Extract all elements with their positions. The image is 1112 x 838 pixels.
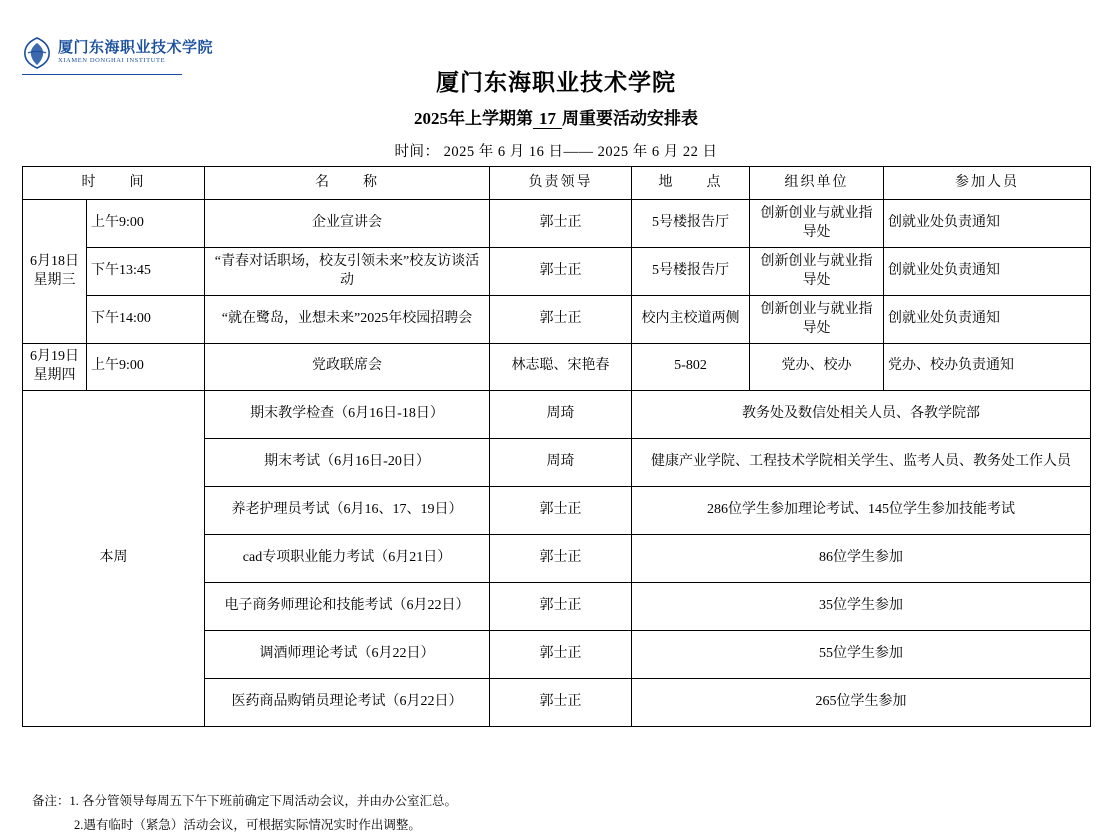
table-row	[23, 200, 1091, 248]
activity-leader: 郭士正	[490, 582, 632, 630]
activity-name: “就在鹭岛，业想未来”2025年校园招聘会	[205, 296, 490, 344]
activity-people: 创就业处负责通知	[884, 248, 1091, 296]
activity-name: cad专项职业能力考试（6月21日）	[205, 534, 490, 582]
activity-name: 期末教学检查（6月16日-18日）	[205, 390, 490, 438]
table-header-row	[23, 167, 1091, 200]
week-number: 17	[533, 109, 562, 129]
day-label-line1: 6月18日	[30, 253, 79, 269]
column-header-time: 时 间	[23, 167, 205, 200]
activity-people: 创就业处负责通知	[884, 296, 1091, 344]
activity-place: 5号楼报告厅	[632, 200, 750, 248]
day-label-line2: 星期三	[33, 272, 76, 288]
activity-detail: 35位学生参加	[632, 582, 1091, 630]
activity-name: 期末考试（6月16日-20日）	[205, 438, 490, 486]
activity-name: “青春对话职场，校友引领未来”校友访谈活动	[205, 248, 490, 296]
column-header-place: 地 点	[632, 167, 750, 200]
schedule-table-wrapper	[22, 166, 1090, 727]
schedule-table	[22, 166, 1091, 727]
table-row	[23, 390, 1091, 438]
activity-detail: 265位学生参加	[632, 678, 1091, 726]
activity-leader: 郭士正	[490, 678, 632, 726]
page-title: 厦门东海职业技术学院	[436, 70, 676, 95]
day-label-line2: 星期四	[33, 367, 76, 383]
table-row	[23, 248, 1091, 296]
activity-detail: 教务处及数信处相关人员、各教学院部	[632, 390, 1091, 438]
activity-leader: 郭士正	[490, 296, 632, 344]
column-header-leader: 负责领导	[490, 167, 632, 200]
activity-people: 党办、校办负责通知	[884, 344, 1091, 391]
column-header-name: 名 称	[205, 167, 490, 200]
activity-leader: 郭士正	[490, 630, 632, 678]
activity-name: 养老护理员考试（6月16、17、19日）	[205, 486, 490, 534]
activity-detail: 286位学生参加理论考试、145位学生参加技能考试	[632, 486, 1091, 534]
time-slot: 下午13:45	[87, 248, 205, 296]
activity-leader: 周琦	[490, 438, 632, 486]
activity-detail: 健康产业学院、工程技术学院相关学生、监考人员、教务处工作人员	[632, 438, 1091, 486]
activity-leader: 郭士正	[490, 486, 632, 534]
day-label-line1: 6月19日	[30, 349, 79, 364]
activity-org: 党办、校办	[750, 344, 884, 391]
footnotes	[32, 790, 1072, 838]
activity-detail: 55位学生参加	[632, 630, 1091, 678]
subtitle-prefix: 2025年上学期第	[414, 109, 533, 128]
date-range: 时间： 2025 年 6 月 16 日—— 2025 年 6 月 22 日	[394, 144, 718, 160]
day-label-cell	[23, 344, 87, 391]
activity-leader: 林志聪、宋艳春	[490, 344, 632, 391]
column-header-org: 组织单位	[750, 167, 884, 200]
activity-place: 5-802	[632, 344, 750, 391]
table-row	[23, 296, 1091, 344]
activity-name: 调酒师理论考试（6月22日）	[205, 630, 490, 678]
activity-org: 创新创业与就业指导处	[750, 200, 884, 248]
day-label-cell	[23, 200, 87, 344]
activity-name: 电子商务师理论和技能考试（6月22日）	[205, 582, 490, 630]
activity-detail: 86位学生参加	[632, 534, 1091, 582]
footnote-line-2: 2.遇有临时（紧急）活动会议，可根据实际情况实时作出调整。	[74, 817, 421, 832]
activity-leader: 周琦	[490, 390, 632, 438]
activity-org: 创新创业与就业指导处	[750, 248, 884, 296]
time-slot: 下午14:00	[87, 296, 205, 344]
time-slot: 上午9:00	[87, 344, 205, 391]
logo-chinese-name: 厦门东海职业技术学院	[58, 39, 214, 56]
column-header-people: 参加人员	[884, 167, 1091, 200]
week-label-cell: 本周	[23, 390, 205, 726]
table-row	[23, 344, 1091, 391]
activity-people: 创就业处负责通知	[884, 200, 1091, 248]
logo-english-name: XIAMEN DONGHAI INSTITUTE	[58, 57, 166, 65]
activity-place: 5号楼报告厅	[632, 248, 750, 296]
time-slot: 上午9:00	[87, 200, 205, 248]
footnote-line-1: 备注：1. 各分管领导每周五下午下班前确定下周活动会议，并由办公室汇总。	[32, 794, 458, 808]
activity-name: 企业宣讲会	[205, 200, 490, 248]
activity-org: 创新创业与就业指导处	[750, 296, 884, 344]
page-subtitle	[0, 104, 1112, 129]
activity-leader: 郭士正	[490, 248, 632, 296]
activity-leader: 郭士正	[490, 534, 632, 582]
activity-leader: 郭士正	[490, 200, 632, 248]
activity-place: 校内主校道两侧	[632, 296, 750, 344]
activity-name: 党政联席会	[205, 344, 490, 391]
activity-name: 医药商品购销员理论考试（6月22日）	[205, 678, 490, 726]
subtitle-suffix: 周重要活动安排表	[562, 109, 698, 128]
